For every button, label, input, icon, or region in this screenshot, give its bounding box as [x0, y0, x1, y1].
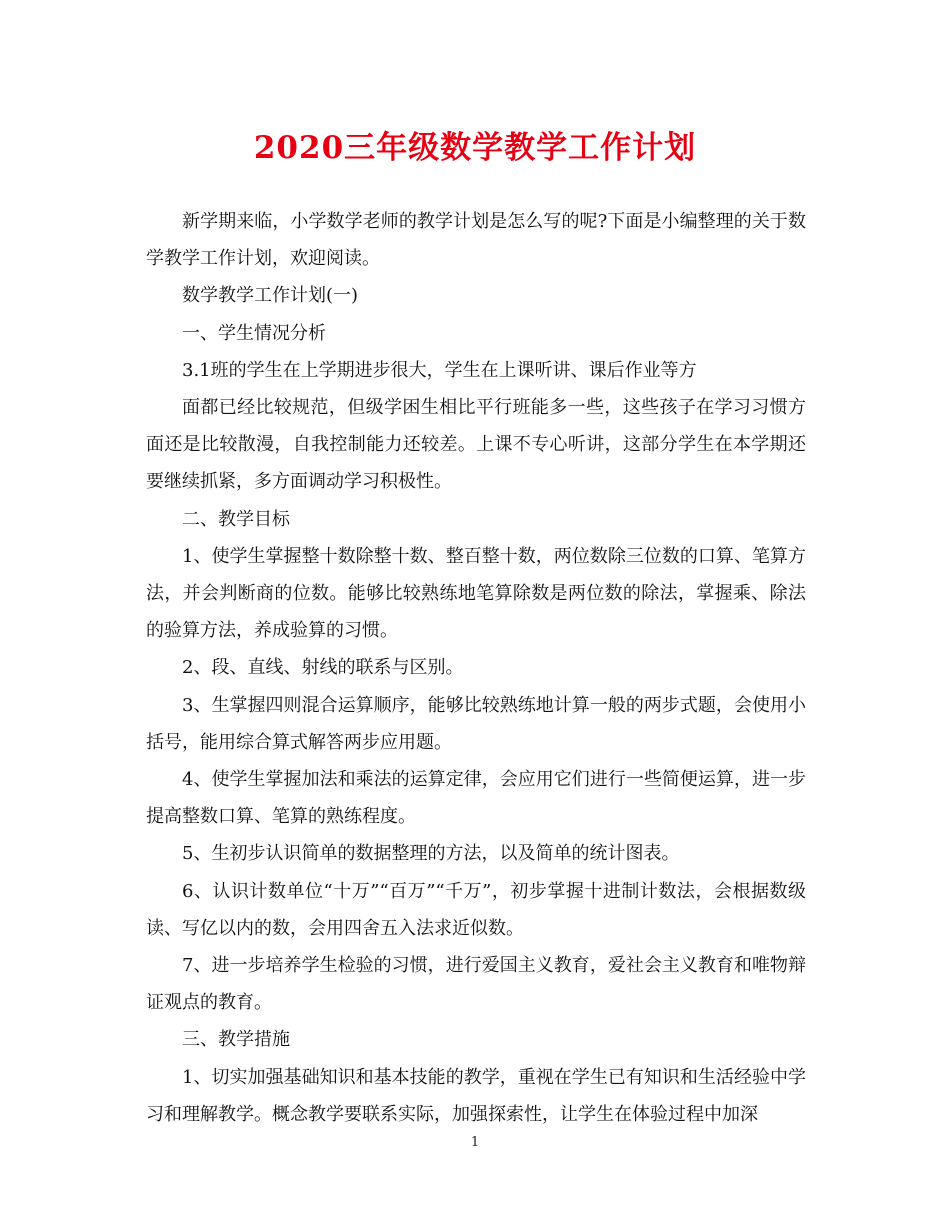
paragraph-analysis-body: 面都已经比较规范，但级学困生相比平行班能多一些，这些孩子在学习习惯方面还是比较散漫，自我控制能力还较差。上课不专心听讲，这部分学生在本学期还要继续抓紧，多方面调动学习积极性。 — [146, 397, 806, 493]
paragraph-analysis-line: 3.1班的学生在上学期进步很大，学生在上课听讲、课后作业等方 — [182, 359, 697, 381]
list-item-goal-1: 1、使学生掌握整十数除整十数、整百整十数，两位数除三位数的口算、笔算方法，并会判断商的位数。能够比较熟练地笔算除数是两位数的除法，掌握乘、除法的验算方法，养成验算的习惯。 — [146, 545, 806, 642]
section-heading-student-analysis: 一、学生情况分析 — [182, 322, 326, 344]
page-number: 1 — [470, 1135, 480, 1150]
section-heading-teaching-measures: 三、教学措施 — [182, 1029, 290, 1051]
document-body — [146, 203, 806, 1133]
section-heading-teaching-goals: 二、教学目标 — [182, 508, 290, 530]
document-title: 2020三年级数学教学工作计划 — [253, 130, 697, 166]
paragraph-intro: 新学期来临，小学数学老师的教学计划是怎么写的呢?下面是小编整理的关于数学教学工作计划，欢迎阅读。 — [146, 211, 806, 270]
list-item-goal-6: 6、认识计数单位“十万”“百万”“千万”，初步掌握十进制计数法，会根据数级读、写亿以内的数，会用四舍五入法求近似数。 — [146, 880, 806, 939]
list-item-goal-3: 3、生掌握四则混合运算顺序，能够比较熟练地计算一般的两步式题，会使用小括号，能用综合算式解答两步应用题。 — [146, 694, 806, 753]
list-item-goal-7: 7、进一步培养学生检验的习惯，进行爱国主义教育，爱社会主义教育和唯物辩证观点的教育。 — [146, 955, 806, 1014]
list-item-goal-4: 4、使学生掌握加法和乘法的运算定律，会应用它们进行一些简便运算，进一步提高整数口算、笔算的熟练程度。 — [146, 769, 806, 828]
list-item-goal-5: 5、生初步认识简单的数据整理的方法，以及简单的统计图表。 — [182, 843, 680, 865]
list-item-measure-1: 1、切实加强基础知识和基本技能的教学，重视在学生已有知识和生活经验中学习和理解教学。概念教学要联系实际，加强探索性，让学生在体验过程中加深 — [146, 1066, 806, 1125]
list-item-goal-2: 2、段、直线、射线的联系与区别。 — [182, 657, 464, 679]
paragraph-plan-heading: 数学教学工作计划(一) — [182, 285, 359, 307]
